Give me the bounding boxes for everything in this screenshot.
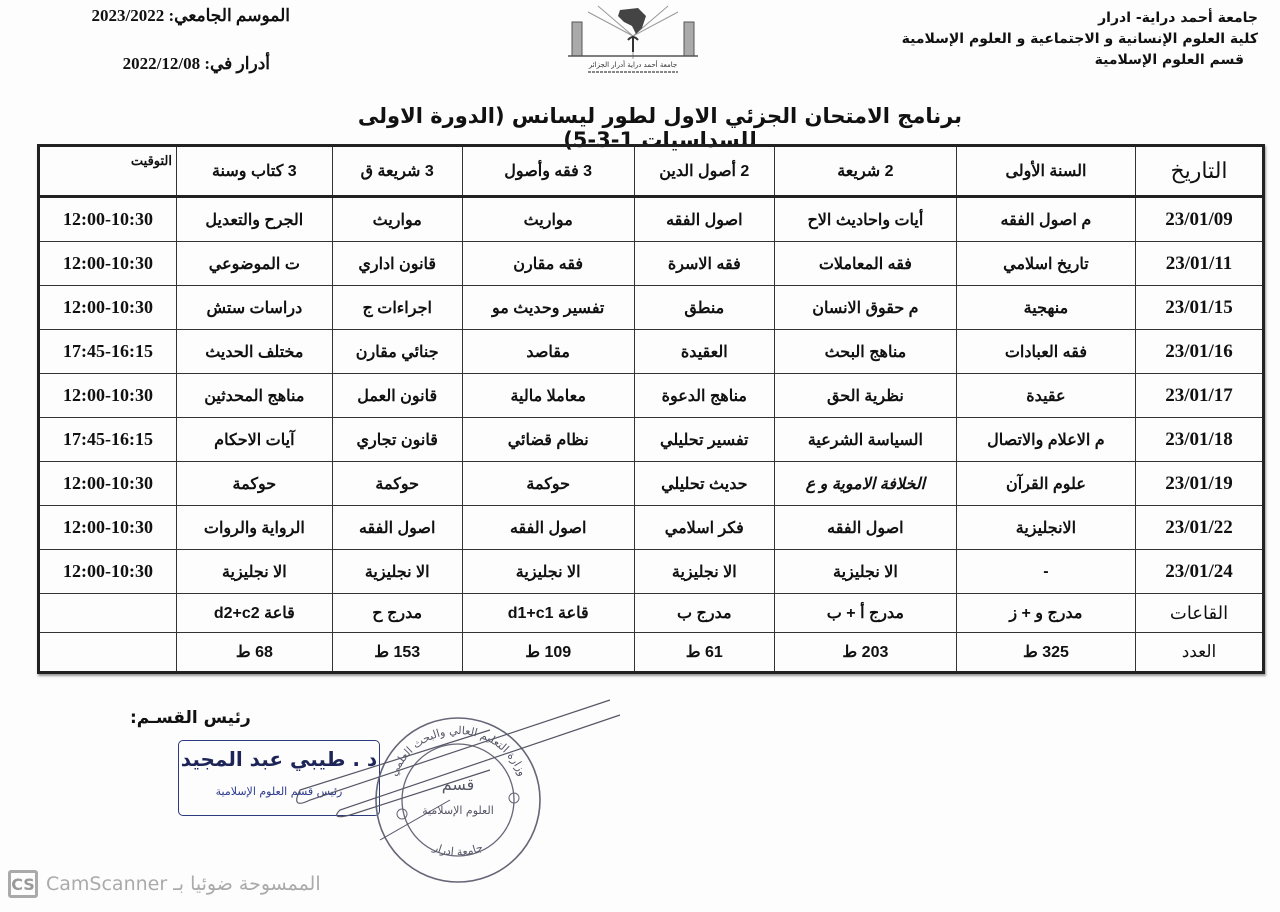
cell-fiqh3: قاعة d1+c1 xyxy=(462,594,634,633)
cell-usul-din2: منطق xyxy=(634,286,774,330)
table-row xyxy=(39,330,1264,374)
table-header-row xyxy=(39,146,1264,197)
cell-sharia2: فقه المعاملات xyxy=(774,242,956,286)
cell-kitab3: ت الموضوعي xyxy=(177,242,333,286)
cell-date: 23/01/19 xyxy=(1136,462,1264,506)
table-row xyxy=(39,550,1264,594)
cell-time: 12:00-10:30 xyxy=(39,374,177,418)
cell-kitab3: آيات الاحكام xyxy=(177,418,333,462)
signatory-role: رئيس قسم العلوم الإسلامية xyxy=(215,785,343,798)
counts-row xyxy=(39,633,1264,673)
cell-time: 12:00-10:30 xyxy=(39,462,177,506)
signatory-name: د . طيبي عبد المجيد xyxy=(180,747,378,771)
cell-usul-din2: 61 ط xyxy=(634,633,774,673)
col-header-date: التاريخ xyxy=(1136,146,1264,197)
cell-time: 17:45-16:15 xyxy=(39,418,177,462)
university-header xyxy=(902,8,1258,71)
cell-kitab3: دراسات ستش xyxy=(177,286,333,330)
cell-usul-din2: حديث تحليلي xyxy=(634,462,774,506)
col-header-kitab3: 3 كتاب وسنة xyxy=(177,146,333,197)
signature-label: رئيس القسـم: xyxy=(130,708,251,728)
cell-year1: 325 ط xyxy=(956,633,1135,673)
cell-time: 12:00-10:30 xyxy=(39,242,177,286)
cell-year1: عقيدة xyxy=(956,374,1135,418)
cell-fiqh3: فقه مقارن xyxy=(462,242,634,286)
cell-year1: علوم القرآن xyxy=(956,462,1135,506)
cell-sharia2: الخلافة الاموية و ع xyxy=(774,462,956,506)
halls-row xyxy=(39,594,1264,633)
cell-kitab3: قاعة d2+c2 xyxy=(177,594,333,633)
cell-usul-din2: تفسير تحليلي xyxy=(634,418,774,462)
cell-year1: منهجية xyxy=(956,286,1135,330)
cell-sharia3: الا نجليزية xyxy=(332,550,462,594)
cell-fiqh3: تفسير وحديث مو xyxy=(462,286,634,330)
table-row xyxy=(39,242,1264,286)
department-name: قسم العلوم الإسلامية xyxy=(1094,52,1244,68)
cell-year1: الانجليزية xyxy=(956,506,1135,550)
university-logo xyxy=(558,4,708,76)
cell-usul-din2: الا نجليزية xyxy=(634,550,774,594)
stamp-bottom-text: جامعة ادرار xyxy=(431,840,485,859)
cell-sharia3: اجراءات ج xyxy=(332,286,462,330)
page-title: برنامج الامتحان الجزئي الاول لطور ليسانس (الدورة الاولى للسداسيات 1-3-5) xyxy=(357,104,963,152)
cell-date: 23/01/15 xyxy=(1136,286,1264,330)
cell-fiqh3: مواريث xyxy=(462,197,634,242)
stamp-inner-text: العلوم الإسلامية xyxy=(422,804,494,817)
cell-sharia3: جنائي مقارن xyxy=(332,330,462,374)
cell-sharia3: مدرج ح xyxy=(332,594,462,633)
cell-date: 23/01/09 xyxy=(1136,197,1264,242)
cell-date: 23/01/17 xyxy=(1136,374,1264,418)
cell-kitab3: الرواية والروات xyxy=(177,506,333,550)
cell-fiqh3: اصول الفقه xyxy=(462,506,634,550)
cell-date: العدد xyxy=(1136,633,1264,673)
cell-fiqh3: حوكمة xyxy=(462,462,634,506)
cell-year1: فقه العبادات xyxy=(956,330,1135,374)
cell-kitab3: 68 ط xyxy=(177,633,333,673)
cell-fiqh3: نظام قضائي xyxy=(462,418,634,462)
cell-usul-din2: مناهج الدعوة xyxy=(634,374,774,418)
table-row xyxy=(39,418,1264,462)
cell-time: 17:45-16:15 xyxy=(39,330,177,374)
cell-time: 12:00-10:30 xyxy=(39,506,177,550)
date-header xyxy=(60,4,290,84)
cell-time: 12:00-10:30 xyxy=(39,197,177,242)
cell-time xyxy=(39,633,177,673)
logo-caption: جامعة أحمد دراية أدرار الجزائر xyxy=(588,61,678,69)
col-header-time: التوقيت xyxy=(39,146,177,197)
col-header-fiqh3: 3 فقه وأصول xyxy=(462,146,634,197)
cell-date: 23/01/11 xyxy=(1136,242,1264,286)
cell-sharia3: قانون تجاري xyxy=(332,418,462,462)
cell-kitab3: الا نجليزية xyxy=(177,550,333,594)
cell-sharia2: اصول الفقه xyxy=(774,506,956,550)
col-header-year1: السنة الأولى xyxy=(956,146,1135,197)
cell-time: 12:00-10:30 xyxy=(39,550,177,594)
cell-sharia2: السياسة الشرعية xyxy=(774,418,956,462)
table-row xyxy=(39,462,1264,506)
cell-fiqh3: 109 ط xyxy=(462,633,634,673)
cell-date: 23/01/18 xyxy=(1136,418,1264,462)
table-row xyxy=(39,197,1264,242)
issue-date: أدرار في: 2022/12/08 xyxy=(122,54,270,73)
cell-year1: م الاعلام والاتصال xyxy=(956,418,1135,462)
cell-date: 23/01/24 xyxy=(1136,550,1264,594)
stamp-top-text: وزارة التعليم العالي والبحث العلمي xyxy=(386,723,530,779)
cell-usul-din2: مدرج ب xyxy=(634,594,774,633)
col-header-sharia3: 3 شريعة ق xyxy=(332,146,462,197)
cell-time: 12:00-10:30 xyxy=(39,286,177,330)
cell-sharia3: مواريث xyxy=(332,197,462,242)
faculty-name: كلية العلوم الإنسانية و الاجتماعية و العلوم الإسلامية xyxy=(901,31,1258,47)
cell-kitab3: مناهج المحدثين xyxy=(177,374,333,418)
cell-sharia2: مناهج البحث xyxy=(774,330,956,374)
cell-sharia3: 153 ط xyxy=(332,633,462,673)
handwritten-signature xyxy=(190,690,630,850)
cell-sharia2: نظرية الحق xyxy=(774,374,956,418)
cell-sharia3: قانون اداري xyxy=(332,242,462,286)
table-row xyxy=(39,506,1264,550)
cell-kitab3: مختلف الحديث xyxy=(177,330,333,374)
cell-fiqh3: مقاصد xyxy=(462,330,634,374)
cell-usul-din2: العقيدة xyxy=(634,330,774,374)
cell-usul-din2: فقه الاسرة xyxy=(634,242,774,286)
cell-year1: م اصول الفقه xyxy=(956,197,1135,242)
cell-sharia2: أيات واحاديث الاح xyxy=(774,197,956,242)
academic-year: الموسم الجامعي: 2023/2022 xyxy=(91,6,290,25)
cell-date: 23/01/16 xyxy=(1136,330,1264,374)
cell-fiqh3: الا نجليزية xyxy=(462,550,634,594)
university-name: جامعة أحمد دراية- ادرار xyxy=(1098,10,1258,26)
cell-sharia3: قانون العمل xyxy=(332,374,462,418)
cell-sharia3: حوكمة xyxy=(332,462,462,506)
cell-usul-din2: اصول الفقه xyxy=(634,197,774,242)
cell-year1: مدرج و + ز xyxy=(956,594,1135,633)
col-header-usul-din2: 2 أصول الدين xyxy=(634,146,774,197)
cell-sharia2: الا نجليزية xyxy=(774,550,956,594)
camscanner-watermark xyxy=(8,870,321,898)
table-row xyxy=(39,286,1264,330)
cell-sharia2: 203 ط xyxy=(774,633,956,673)
cell-sharia2: مدرج أ + ب xyxy=(774,594,956,633)
camscanner-text: الممسوحة ضوئيا بـ CamScanner xyxy=(46,873,321,895)
cell-fiqh3: معاملا مالية xyxy=(462,374,634,418)
cell-time xyxy=(39,594,177,633)
cell-year1: - xyxy=(956,550,1135,594)
table-row xyxy=(39,374,1264,418)
cell-sharia3: اصول الفقه xyxy=(332,506,462,550)
cell-kitab3: حوكمة xyxy=(177,462,333,506)
cell-date: القاعات xyxy=(1136,594,1264,633)
cell-date: 23/01/22 xyxy=(1136,506,1264,550)
cell-sharia2: م حقوق الانسان xyxy=(774,286,956,330)
cell-kitab3: الجرح والتعديل xyxy=(177,197,333,242)
camscanner-logo-icon: CS xyxy=(8,870,38,898)
cell-year1: تاريخ اسلامي xyxy=(956,242,1135,286)
col-header-sharia2: 2 شريعة xyxy=(774,146,956,197)
stamp-mid-text: قسم xyxy=(441,775,475,794)
cell-usul-din2: فكر اسلامي xyxy=(634,506,774,550)
exam-schedule-table xyxy=(37,144,1265,674)
